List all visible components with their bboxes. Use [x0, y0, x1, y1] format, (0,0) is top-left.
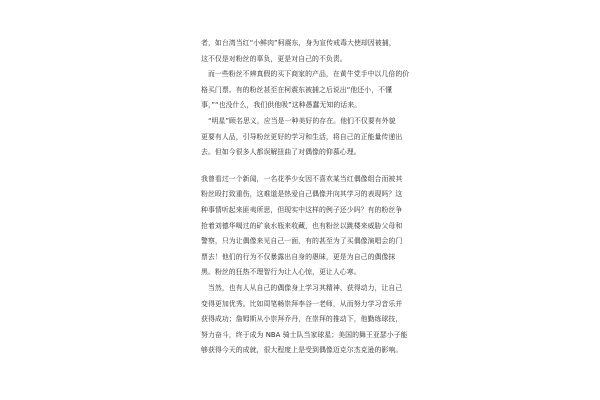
text-line: 获得成功；詹姆斯从小崇拜乔丹，在崇拜的推动下，他勤练球技，	[201, 315, 403, 324]
paragraph-spacer	[201, 161, 401, 172]
paragraph-3	[201, 114, 401, 161]
text-line: 警察，只为让偶像来见自己一面，有的甚至为了买偶像演唱会的门	[201, 237, 403, 246]
text-line: 抢着刘德华喝过的矿泉水瓶来收藏，也有粉丝以跳楼来威胁父母和	[201, 221, 403, 230]
text-line: 够获得今天的成就，很大程度上是受到偶像迈克尔杰克逊的影响。	[201, 346, 403, 355]
text-line: 这不仅是对粉丝的辜负，更是对自己的不负责。	[201, 54, 347, 63]
text-line: 黑。粉丝的狂热不理智行为让人心惊，更让人心寒。	[201, 268, 361, 277]
paragraph-5	[201, 281, 408, 359]
paragraph-1	[201, 36, 401, 67]
text-line: 者，如台湾当红“小鲜肉”柯震东，身为宣传戒毒大使却因被捕，	[201, 39, 396, 47]
text-line: 格买门票。有的粉丝甚至在柯震东被捕之后说出“他还小，不懂	[201, 85, 393, 94]
text-line: 更要有人品，引导粉丝更好的学习和生活，将自己的正能量传递出	[201, 132, 403, 141]
text-line: 而一些粉丝不辨真假的买下商家的产品，在黄牛党手中以几倍的价	[201, 70, 410, 79]
text-line: 努力奋斗，终于成为 NBA 骑士队当家球星；美国的舞王亚瑟小子能	[201, 330, 408, 339]
text-line: 票去！他们的行为不仅暴露出自身的愚昧，更是为自己的偶像抹	[201, 252, 396, 261]
article-body	[201, 36, 410, 359]
text-line: 去。但如今很多人都误解扭曲了对偶像的仰慕心理。	[201, 148, 361, 157]
text-line: 种事情听起来匪夷所思，但现实中这样的例子还少吗？有的粉丝争	[201, 205, 403, 214]
text-line: 粉丝殴打致重伤，这难道是热爱自己偶像并向其学习的表现吗？这	[201, 190, 403, 199]
text-line: 事，”“也没什么，我们供他吸”这种愚蠢无知的话来。	[201, 101, 362, 110]
text-line: 当然，也有人从自己的偶像身上学习其精神、获得动力，让自己	[201, 283, 403, 292]
paragraph-4	[201, 172, 401, 281]
text-line: 变得更加优秀。比如周笔畅崇拜李谷一老师，从而努力学习音乐并	[201, 299, 403, 308]
text-line: 我曾看过一个新闻，一名花季少女因不喜欢某当红偶像组合而被其	[201, 174, 403, 183]
paragraph-2	[201, 67, 410, 114]
text-line: “明星”顾名思义，应当是一种美好的存在。他们不仅要有外貌	[201, 116, 396, 125]
